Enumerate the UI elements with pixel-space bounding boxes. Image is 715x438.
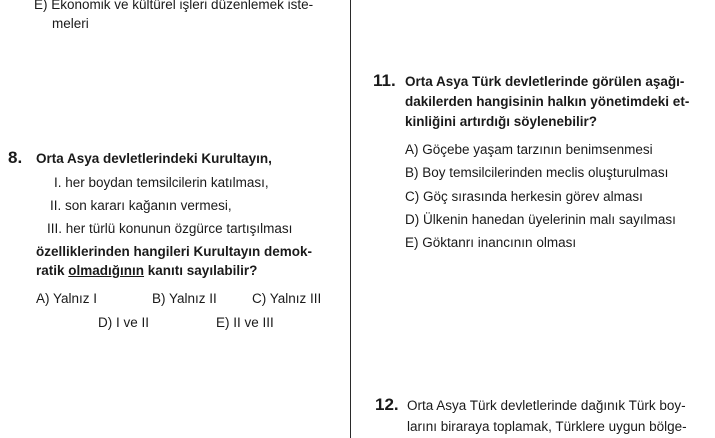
question-11-stem-line1: Orta Asya Türk devletlerinde görülen aşağı- xyxy=(405,74,685,89)
question-8-number: 8. xyxy=(8,148,23,167)
column-divider xyxy=(350,0,351,438)
question-11-option-e[interactable]: E) Göktanrı inancının olması xyxy=(405,235,577,250)
question-11-stem-line3: kinliğini artırdığı söylenebilir? xyxy=(405,114,598,129)
prompt-line2-prefix: ratik xyxy=(36,263,69,278)
prompt-line2-suffix: kanıtı sayılabilir? xyxy=(144,263,258,278)
question-11-option-a[interactable]: A) Göçebe yaşam tarzının benimsenmesi xyxy=(405,142,653,157)
question-11-option-c[interactable]: C) Göç sırasında herkesin görev alması xyxy=(405,189,643,204)
question-11-option-b[interactable]: B) Boy temsilcilerinden meclis oluşturulması xyxy=(405,165,669,180)
question-12-stem-line2: larını biraraya toplamak, Türklere uygun bölge- xyxy=(407,419,687,434)
question-11-number: 11. xyxy=(373,71,396,90)
question-11-stem-line2: dakilerden hangisinin halkın yönetimdeki et- xyxy=(405,94,690,109)
question-8-option-e[interactable]: E) II ve III xyxy=(216,315,274,330)
question-8-option-d[interactable]: D) I ve II xyxy=(98,315,150,330)
question-8-prompt-line2 xyxy=(36,262,257,280)
previous-option-e-line1: E) Ekonomik ve kültürel işleri düzenlemek iste- xyxy=(34,0,314,12)
question-8-stem: Orta Asya devletlerindeki Kurultayın, xyxy=(36,151,272,166)
question-11-option-d[interactable]: D) Ülkenin hanedan üyelerinin malı sayılması xyxy=(405,212,676,227)
question-8-option-c[interactable]: C) Yalnız III xyxy=(252,291,322,306)
previous-option-e-line2: meleri xyxy=(52,16,89,31)
question-12-stem-line1: Orta Asya Türk devletlerinde dağınık Türk boy- xyxy=(407,398,686,413)
question-8-option-b[interactable]: B) Yalnız II xyxy=(152,291,217,306)
question-8-prompt-line1: özelliklerinden hangileri Kurultayın demok- xyxy=(36,244,313,259)
question-8-item-3: III. her türlü konunun özgürce tartışılması xyxy=(47,221,293,236)
prompt-underlined-word: olmadığının xyxy=(68,263,145,278)
question-8-option-a[interactable]: A) Yalnız I xyxy=(36,291,98,306)
question-8-item-1: I. her boydan temsilcilerin katılması, xyxy=(54,175,269,190)
question-12-number: 12. xyxy=(375,395,399,414)
question-8-item-2: II. son kararı kağanın vermesi, xyxy=(50,198,232,213)
